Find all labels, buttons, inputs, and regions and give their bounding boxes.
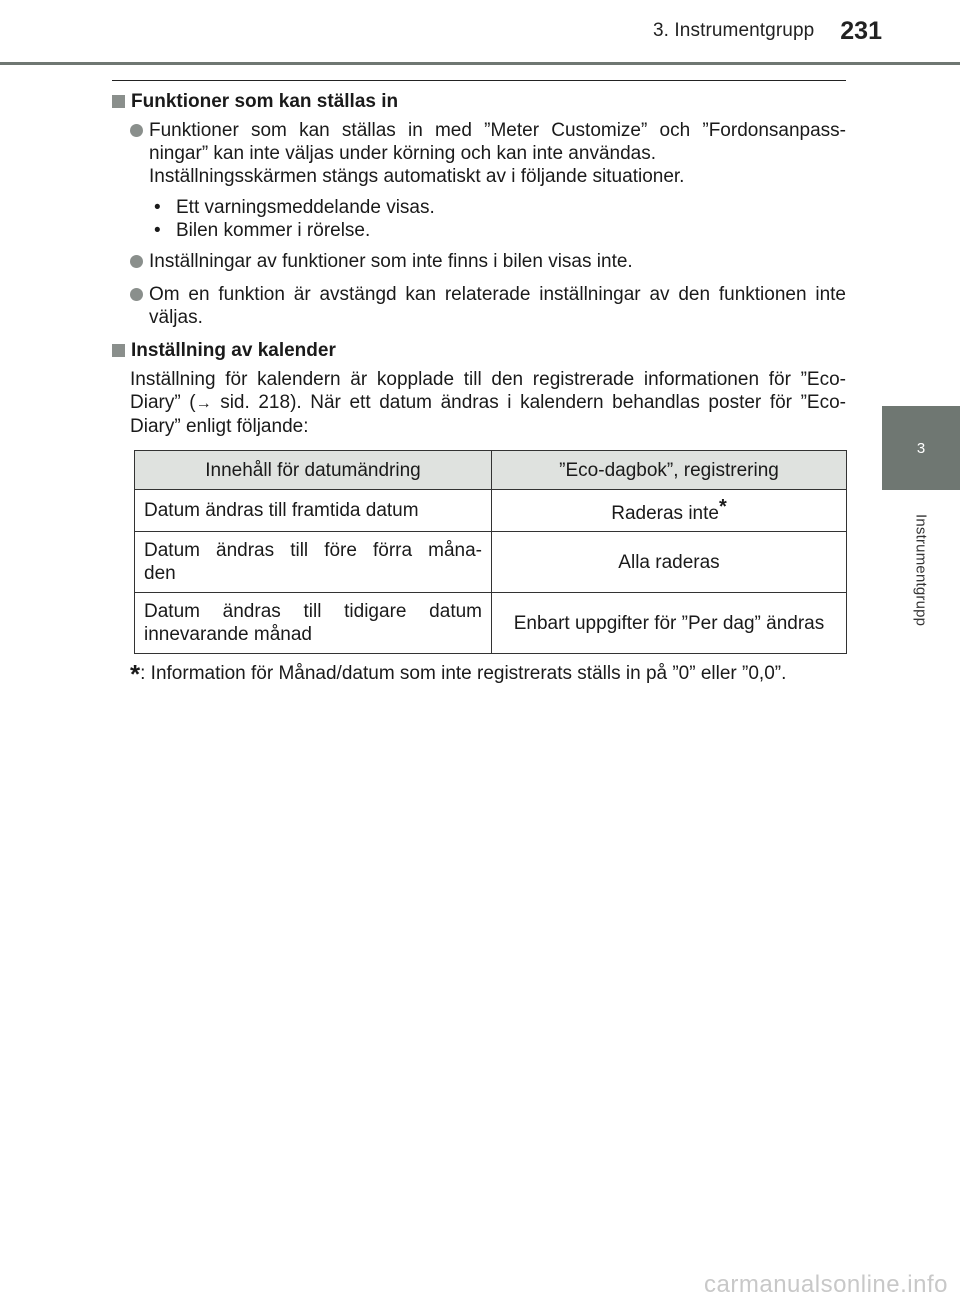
table-row: [135, 593, 847, 654]
cell-text: innevarande månad: [144, 624, 312, 645]
calendar-paragraph: [130, 368, 846, 438]
page-content: [112, 90, 846, 452]
arrow-right-icon: →: [195, 395, 212, 412]
bullet-item: • Ett varningsmeddelande visas.: [154, 197, 435, 218]
calendar-table: [134, 450, 847, 654]
table-cell: [492, 490, 847, 532]
list-item-text: [149, 119, 846, 188]
section-heading-functions: [112, 90, 846, 113]
table-cell: [135, 593, 492, 654]
chapter-tab[interactable]: [882, 406, 960, 490]
table-cell: Enbart uppgifter för ”Per dag” ändras: [492, 593, 847, 654]
circle-bullet-icon: [130, 255, 143, 268]
section-rule: [112, 80, 846, 81]
cell-text: Datum ändras till före förra måna-: [144, 540, 482, 561]
bullet-list: [150, 196, 846, 242]
bullet-text: Ett varningsmeddelande visas.: [176, 197, 435, 218]
footnote-text: : Information för Månad/datum som inte registrerats ställs in på ”0” eller ”0,0”.: [140, 663, 787, 684]
bullet-item: • Bilen kommer i rörelse.: [154, 220, 371, 241]
table-row: [135, 532, 847, 593]
cell-text: Datum ändras till tidigare datum: [144, 601, 482, 622]
list-item: [130, 283, 846, 329]
table-row: [135, 490, 847, 532]
paragraph-text: sid. 218). När ett datum ändras i kalendern behandlas poster för ”Eco-Diary” enligt följande:: [130, 392, 846, 437]
column-header: ”Eco-dagbok”, registrering: [492, 451, 847, 490]
section-heading-text: Funktioner som kan ställas in: [131, 91, 399, 112]
cell-text: den: [144, 563, 176, 584]
page-header: [0, 0, 960, 65]
section-heading-text: Inställning av kalender: [131, 340, 336, 361]
table-cell: Datum ändras till framtida datum: [135, 490, 492, 532]
column-header: Innehåll för datumändring: [135, 451, 492, 490]
square-bullet-icon: [112, 95, 125, 108]
circle-bullet-icon: [130, 124, 143, 137]
list-item-text: Om en funktion är avstängd kan relaterade inställningar av den funktionen inte väljas.: [149, 284, 846, 328]
item-line: Funktioner som kan ställas in med ”Meter Customize” och ”Fordonsanpass-: [149, 120, 846, 141]
square-bullet-icon: [112, 344, 125, 357]
watermark: carmanualsonline.info: [704, 1271, 948, 1298]
bullet-text: Bilen kommer i rörelse.: [176, 220, 371, 241]
chapter-tab-number: 3: [916, 439, 926, 457]
list-item-text: Inställningar av funktioner som inte finns i bilen visas inte.: [149, 251, 633, 272]
list-item: [130, 250, 846, 273]
item-line: ningar” kan inte väljas under körning och kan inte användas.: [149, 143, 656, 164]
table-cell: [135, 532, 492, 593]
list-item: [130, 119, 846, 188]
section-heading-calendar: [112, 339, 846, 362]
item-line: Inställningsskärmen stängs automatiskt av i följande situationer.: [149, 166, 685, 187]
table-header-row: [135, 451, 847, 490]
footnote-marker: *: [130, 659, 141, 689]
footnote-marker: *: [718, 496, 727, 518]
circle-bullet-icon: [130, 288, 143, 301]
chapter-side-label: [882, 490, 960, 650]
cell-text: Raderas inte: [611, 503, 719, 524]
chapter-side-label-text: Instrumentgrupp: [912, 513, 930, 627]
footnote: [130, 660, 842, 688]
table-cell: Alla raderas: [492, 532, 847, 593]
page-number: 231: [840, 16, 882, 45]
paragraph-text: Inställning för kalendern är kopplade till den registrerade informationen för ”Eco-Diary” (: [130, 369, 846, 413]
header-section-title: 3. Instrumentgrupp: [653, 20, 815, 41]
